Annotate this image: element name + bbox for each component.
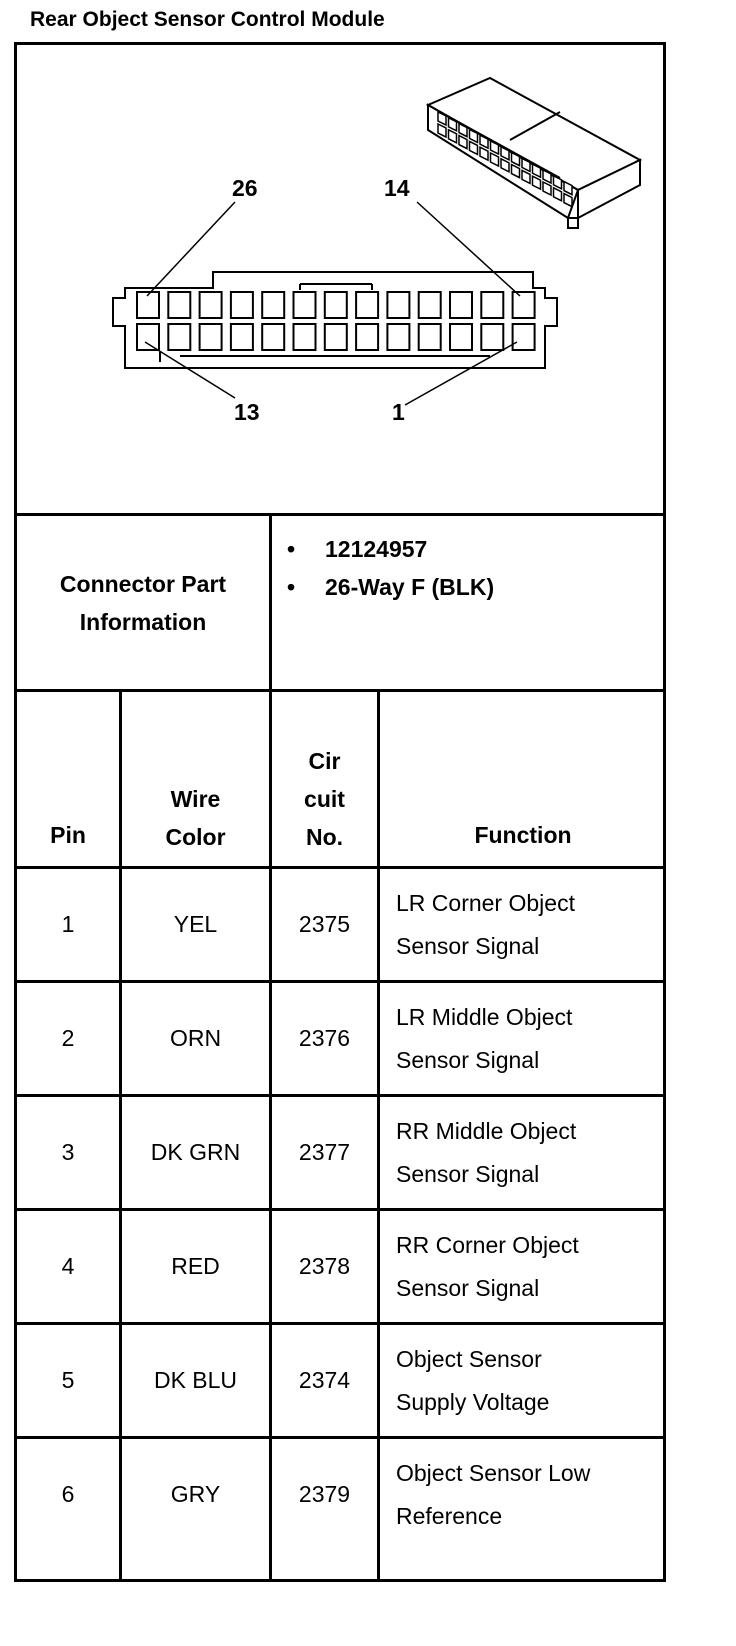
connector-info-list [287, 530, 494, 606]
header-function: Function [474, 822, 572, 848]
connector-info-item: • 12124957 [287, 535, 428, 562]
pin-cavity [294, 324, 316, 350]
pin-cell: 2 [61, 1025, 75, 1051]
wire-color-cell: ORN [169, 1025, 222, 1051]
pin-cavity [387, 324, 409, 350]
circuit-number-cell: 2375 [298, 911, 351, 937]
function-line-1: Object Sensor Low [396, 1460, 591, 1486]
divider-diagram [14, 513, 666, 516]
connector-info-label [17, 565, 269, 641]
pin-cavity [200, 324, 222, 350]
wire-color-cell: RED [171, 1253, 220, 1279]
pin-cavity [513, 324, 535, 350]
function-line-2: Sensor Signal [396, 1047, 540, 1073]
header-wire-line1: Wire [170, 786, 221, 812]
connector-type: 26-Way F (BLK) [325, 573, 495, 600]
header-circuit-line2: cuit [304, 786, 345, 812]
connector-info-label-line1: Connector Part [59, 571, 227, 597]
pin-cavity [450, 324, 472, 350]
pin-label-14: 14 [384, 175, 410, 201]
pin-cavity [450, 292, 472, 318]
function-line-2: Sensor Signal [396, 1161, 540, 1187]
connector-info-item: • 26-Way F (BLK) [287, 573, 495, 600]
function-line-1: Object Sensor [396, 1346, 542, 1372]
pin-label-13: 13 [234, 399, 260, 425]
pin-cavity [168, 324, 190, 350]
wire-color-cell: GRY [170, 1481, 221, 1507]
pin-cavity [481, 292, 503, 318]
function-line-2: Sensor Signal [396, 933, 540, 959]
pin-cavity [419, 324, 441, 350]
pin-cavity [513, 292, 535, 318]
circuit-number-cell: 2379 [298, 1481, 351, 1507]
pin-cell: 6 [61, 1481, 75, 1507]
pin-label-1: 1 [392, 399, 405, 425]
function-line-1: RR Corner Object [396, 1232, 579, 1258]
connector-info-label-line2: Information [79, 609, 207, 635]
header-circuit-line1: Cir [308, 748, 341, 774]
pin-cell: 3 [61, 1139, 75, 1165]
connector-face [113, 272, 557, 368]
circuit-number-cell: 2378 [298, 1253, 351, 1279]
pin-cavity [481, 324, 503, 350]
wire-color-cell: DK BLU [153, 1367, 238, 1393]
pin-cavity [356, 292, 378, 318]
column-divider-info [269, 513, 272, 692]
header-wire-line2: Color [165, 824, 226, 850]
function-line-1: RR Middle Object [396, 1118, 577, 1144]
header-wire-color [122, 780, 269, 856]
pin-cavity [294, 292, 316, 318]
pin-label-26: 26 [232, 175, 258, 201]
function-line-1: LR Corner Object [396, 890, 575, 916]
pin-cavity [262, 292, 284, 318]
function-line-2: Reference [396, 1503, 503, 1529]
pin-cell: 1 [61, 911, 75, 937]
part-number: 12124957 [325, 535, 428, 562]
circuit-number-cell: 2376 [298, 1025, 351, 1051]
circuit-number-cell: 2377 [298, 1139, 351, 1165]
pin-cell: 4 [61, 1253, 75, 1279]
pin-cavity [137, 324, 159, 350]
header-pin: Pin [50, 822, 86, 848]
pin-cavity [262, 324, 284, 350]
connector-perspective-icon [428, 78, 640, 228]
function-line-2: Supply Voltage [396, 1389, 550, 1415]
pin-cavity [200, 292, 222, 318]
divider-connector-info [14, 689, 666, 692]
wire-color-cell: YEL [173, 911, 218, 937]
page-title: Rear Object Sensor Control Module [30, 8, 385, 31]
pin-cavity [168, 292, 190, 318]
header-circuit-no [272, 742, 377, 856]
header-circuit-line3: No. [305, 824, 344, 850]
pin-cavity [356, 324, 378, 350]
pin-cavity [325, 292, 347, 318]
pin-cavity [325, 324, 347, 350]
wire-color-cell: DK GRN [150, 1139, 241, 1165]
circuit-number-cell: 2374 [298, 1367, 351, 1393]
pin-cavity [387, 292, 409, 318]
pin-cavity [231, 324, 253, 350]
function-line-2: Sensor Signal [396, 1275, 540, 1301]
pin-cavity [419, 292, 441, 318]
function-line-1: LR Middle Object [396, 1004, 573, 1030]
pin-cavity [231, 292, 253, 318]
connector-diagram [0, 0, 736, 500]
pin-cell: 5 [61, 1367, 75, 1393]
